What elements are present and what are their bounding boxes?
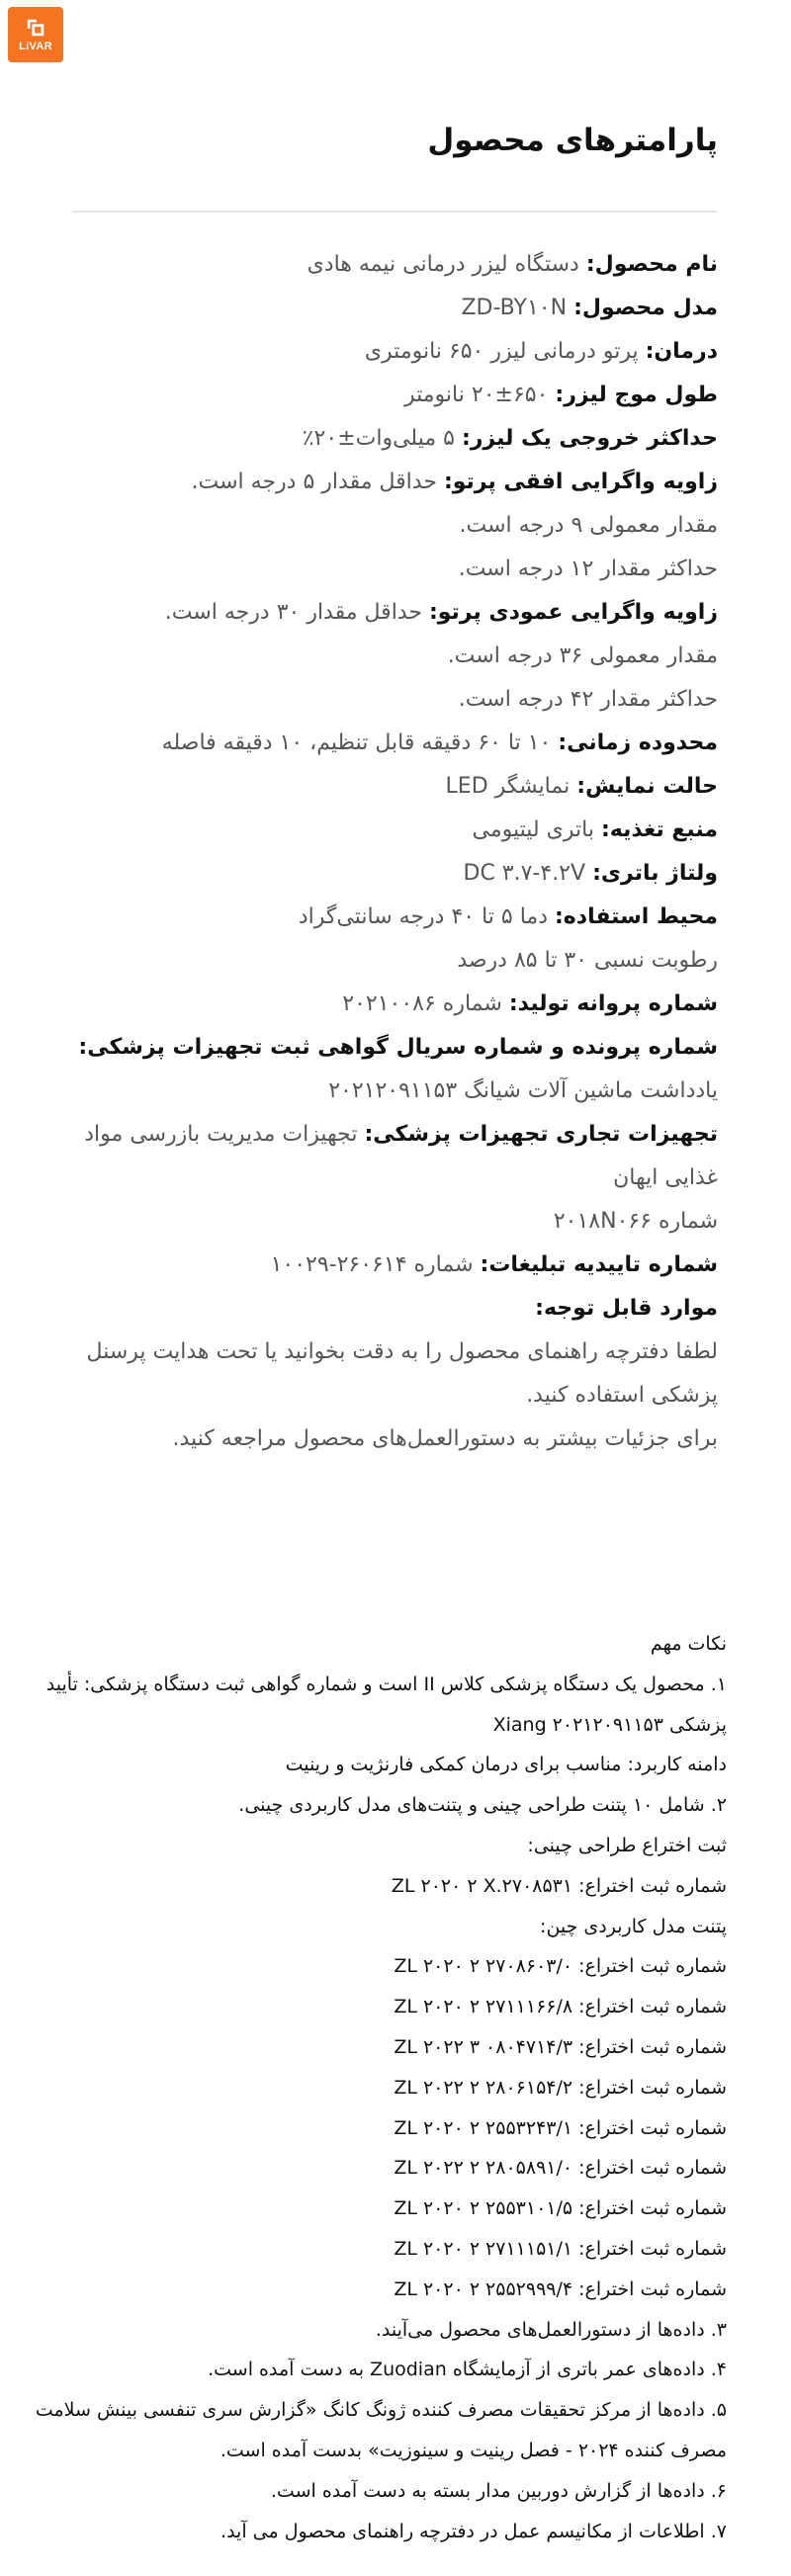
param-label: موارد قابل توجه: — [535, 1296, 718, 1321]
param-label: حداکثر خروجی یک لیزر: — [461, 426, 718, 451]
param-value: دستگاه لیزر درمانی نیمه هادی — [307, 252, 586, 277]
param-display-mode — [65, 765, 718, 809]
livar-logo[interactable] — [8, 7, 63, 62]
param-label: شماره پروانه تولید: — [508, 991, 718, 1016]
param-label: محدوده زمانی: — [558, 730, 718, 755]
param-label: منبع تغذیه: — [600, 817, 718, 842]
param-production-license — [65, 983, 718, 1026]
param-horizontal-typical: مقدار معمولی ۹ درجه است. — [459, 513, 718, 538]
page-title: پارامترهای محصول — [427, 123, 718, 158]
note-line: ۲. شامل ۱۰ پتنت طراحی چینی و پتنت‌های مدل کاربردی چینی. — [238, 1794, 727, 1817]
patent-line: شماره ثبت اختراع: ZL ۲۰۲۲ ۲ ۲۸۰۶۱۵۴/۲ — [394, 2076, 727, 2099]
overlapping-squares-icon — [25, 17, 46, 39]
param-notice-text: لطفا دفترچه راهنمای محصول را به دقت بخوانید یا تحت هدایت پرسنل پزشکی استفاده کنید. — [86, 1339, 718, 1408]
param-label: ولتاژ باتری: — [592, 861, 718, 886]
param-value: باتری لیتیومی — [472, 817, 601, 842]
param-label: محیط استفاده: — [555, 904, 718, 929]
patent-line: شماره ثبت اختراع: ZL ۲۰۲۲ ۳ ۰۸۰۴۷۱۴/۳ — [394, 2035, 727, 2058]
patent-line: شماره ثبت اختراع: ZL ۲۰۲۰ ۲ X.۲۷۰۸۵۳۱ — [391, 1874, 727, 1897]
param-vertical-divergence — [65, 591, 718, 635]
note-line: ۶. داده‌ها از گزارش دوربین مدار بسته به دست آمده است. — [270, 2479, 727, 2502]
param-label: شماره تاییدیه تبلیغات: — [480, 1252, 718, 1277]
param-label: طول موج لیزر: — [555, 383, 718, 407]
param-ad-approval — [65, 1244, 718, 1287]
param-value: DC ۳.۷-۴.۲V — [463, 861, 593, 886]
param-treatment — [65, 330, 718, 374]
param-product-model — [65, 287, 718, 330]
param-wavelength — [65, 374, 718, 417]
param-value: شماره ۲۶۰۶۱۴-۱۰۰۲۹ — [270, 1252, 481, 1277]
param-value: تجهیزات مدیریت بازرسی مواد غذایی ایهان — [84, 1122, 718, 1190]
param-commercial-equipment — [65, 1113, 718, 1200]
param-label: درمان: — [645, 339, 718, 364]
patent-line: شماره ثبت اختراع: ZL ۲۰۲۰ ۲ ۲۷۱۱۱۵۱/۱ — [394, 2237, 727, 2260]
param-value: پرتو درمانی لیزر ۶۵۰ نانومتری — [364, 339, 646, 364]
patent-line: شماره ثبت اختراع: ZL ۲۰۲۰ ۲ ۲۷۰۸۶۰۳/۰ — [394, 1955, 727, 1978]
note-line: ثبت اختراع طراحی چینی: — [527, 1834, 727, 1856]
param-time-range — [65, 722, 718, 765]
note-line: دامنه کاربرد: مناسب برای درمان کمکی فارنژیت و رینیت — [285, 1754, 727, 1776]
important-notes — [5, 1624, 727, 2551]
param-horizontal-max: حداکثر مقدار ۱۲ درجه است. — [458, 557, 718, 581]
note-line: ۴. داده‌های عمر باتری از آزمایشگاه Zuodian به دست آمده است. — [208, 2359, 727, 2381]
param-label: شماره پرونده و شماره سریال گواهی ثبت تجهیزات پزشکی: — [78, 1035, 718, 1060]
param-value: ۱۰ تا ۶۰ دقیقه قابل تنظیم، ۱۰ دقیقه فاصله — [161, 730, 559, 755]
patent-line: شماره ثبت اختراع: ZL ۲۰۲۰ ۲ ۲۵۵۳۲۴۳/۱ — [394, 2116, 727, 2139]
param-vertical-max: حداکثر مقدار ۴۲ درجه است. — [458, 687, 718, 712]
note-line: ۱. محصول یک دستگاه پزشکی کلاس II است و شماره گواهی ثبت دستگاه پزشکی: تأیید پزشکی Xiang ۲۰۲۱۲۰۹۱۱۵۳ — [45, 1673, 727, 1736]
param-label: تجهیزات تجاری تجهیزات پزشکی: — [364, 1122, 718, 1147]
param-value: نمایشگر LED — [445, 774, 577, 799]
param-value: ۶۵۰±۲۰ نانومتر — [404, 383, 556, 407]
product-parameters — [65, 243, 718, 1461]
param-value: حداقل مقدار ۵ درجه است. — [191, 470, 444, 494]
logo-text: LiVAR — [19, 41, 52, 52]
param-horizontal-divergence — [65, 461, 718, 504]
param-notice-heading — [65, 1287, 718, 1331]
param-label: زاویه واگرایی افقی پرتو: — [443, 470, 718, 494]
note-line: ۵. داده‌ها از مرکز تحقیقات مصرف کننده ژونگ کانگ «گزارش سری تنفسی بینش سلامت مصرف کننده ۲۰۲۴ - فصل رینیت و سینوزیت» بدست آمده است. — [35, 2399, 727, 2461]
note-line: ۷. اطلاعات از مکانیسم عمل در دفترچه راهنمای محصول می آید. — [220, 2520, 727, 2542]
param-notice-more: برای جزئیات بیشتر به دستورالعمل‌های محصول مراجعه کنید. — [172, 1426, 718, 1451]
param-max-output — [65, 417, 718, 461]
note-line: پتنت مدل کاربردی چین: — [540, 1915, 727, 1937]
param-product-name — [65, 243, 718, 287]
param-environment — [65, 896, 718, 939]
param-registration-value: یادداشت ماشین آلات شیانگ ۲۰۲۱۲۰۹۱۱۵۳ — [328, 1078, 718, 1103]
param-power-source — [65, 809, 718, 852]
param-value: شماره ۲۰۲۱۰۰۸۶ — [342, 991, 509, 1016]
patent-line: شماره ثبت اختراع: ZL ۲۰۲۰ ۲ ۲۵۵۲۹۹۹/۴ — [394, 2277, 727, 2300]
notes-title: نکات مهم — [650, 1633, 727, 1655]
param-value: حداقل مقدار ۳۰ درجه است. — [164, 600, 429, 625]
patent-line: شماره ثبت اختراع: ZL ۲۰۲۰ ۲ ۲۵۵۳۱۰۱/۵ — [394, 2197, 727, 2220]
param-label: مدل محصول: — [573, 296, 718, 320]
param-humidity: رطوبت نسبی ۳۰ تا ۸۵ درصد — [457, 948, 718, 973]
param-label: زاویه واگرایی عمودی پرتو: — [428, 600, 718, 625]
param-value: ۵ میلی‌وات±۲۰٪ — [302, 426, 462, 451]
note-line: ۳. داده‌ها از دستورالعمل‌های محصول می‌آیند. — [375, 2318, 727, 2341]
patent-line: شماره ثبت اختراع: ZL ۲۰۲۰ ۲ ۲۷۱۱۱۶۶/۸ — [394, 1996, 727, 2018]
patent-line: شماره ثبت اختراع: ZL ۲۰۲۲ ۲ ۲۸۰۵۸۹۱/۰ — [394, 2157, 727, 2180]
param-value: ZD-BY۱۰N — [461, 296, 574, 320]
param-registration-certificate — [65, 1026, 718, 1070]
param-label: حالت نمایش: — [576, 774, 718, 799]
param-vertical-typical: مقدار معمولی ۳۶ درجه است. — [447, 644, 718, 668]
param-label: نام محصول: — [585, 252, 718, 277]
param-commercial-number: شماره ۲۰۱۸N۰۶۶ — [553, 1209, 718, 1234]
divider — [72, 211, 717, 213]
param-battery-voltage — [65, 852, 718, 896]
param-value: دما ۵ تا ۴۰ درجه سانتی‌گراد — [298, 904, 555, 929]
